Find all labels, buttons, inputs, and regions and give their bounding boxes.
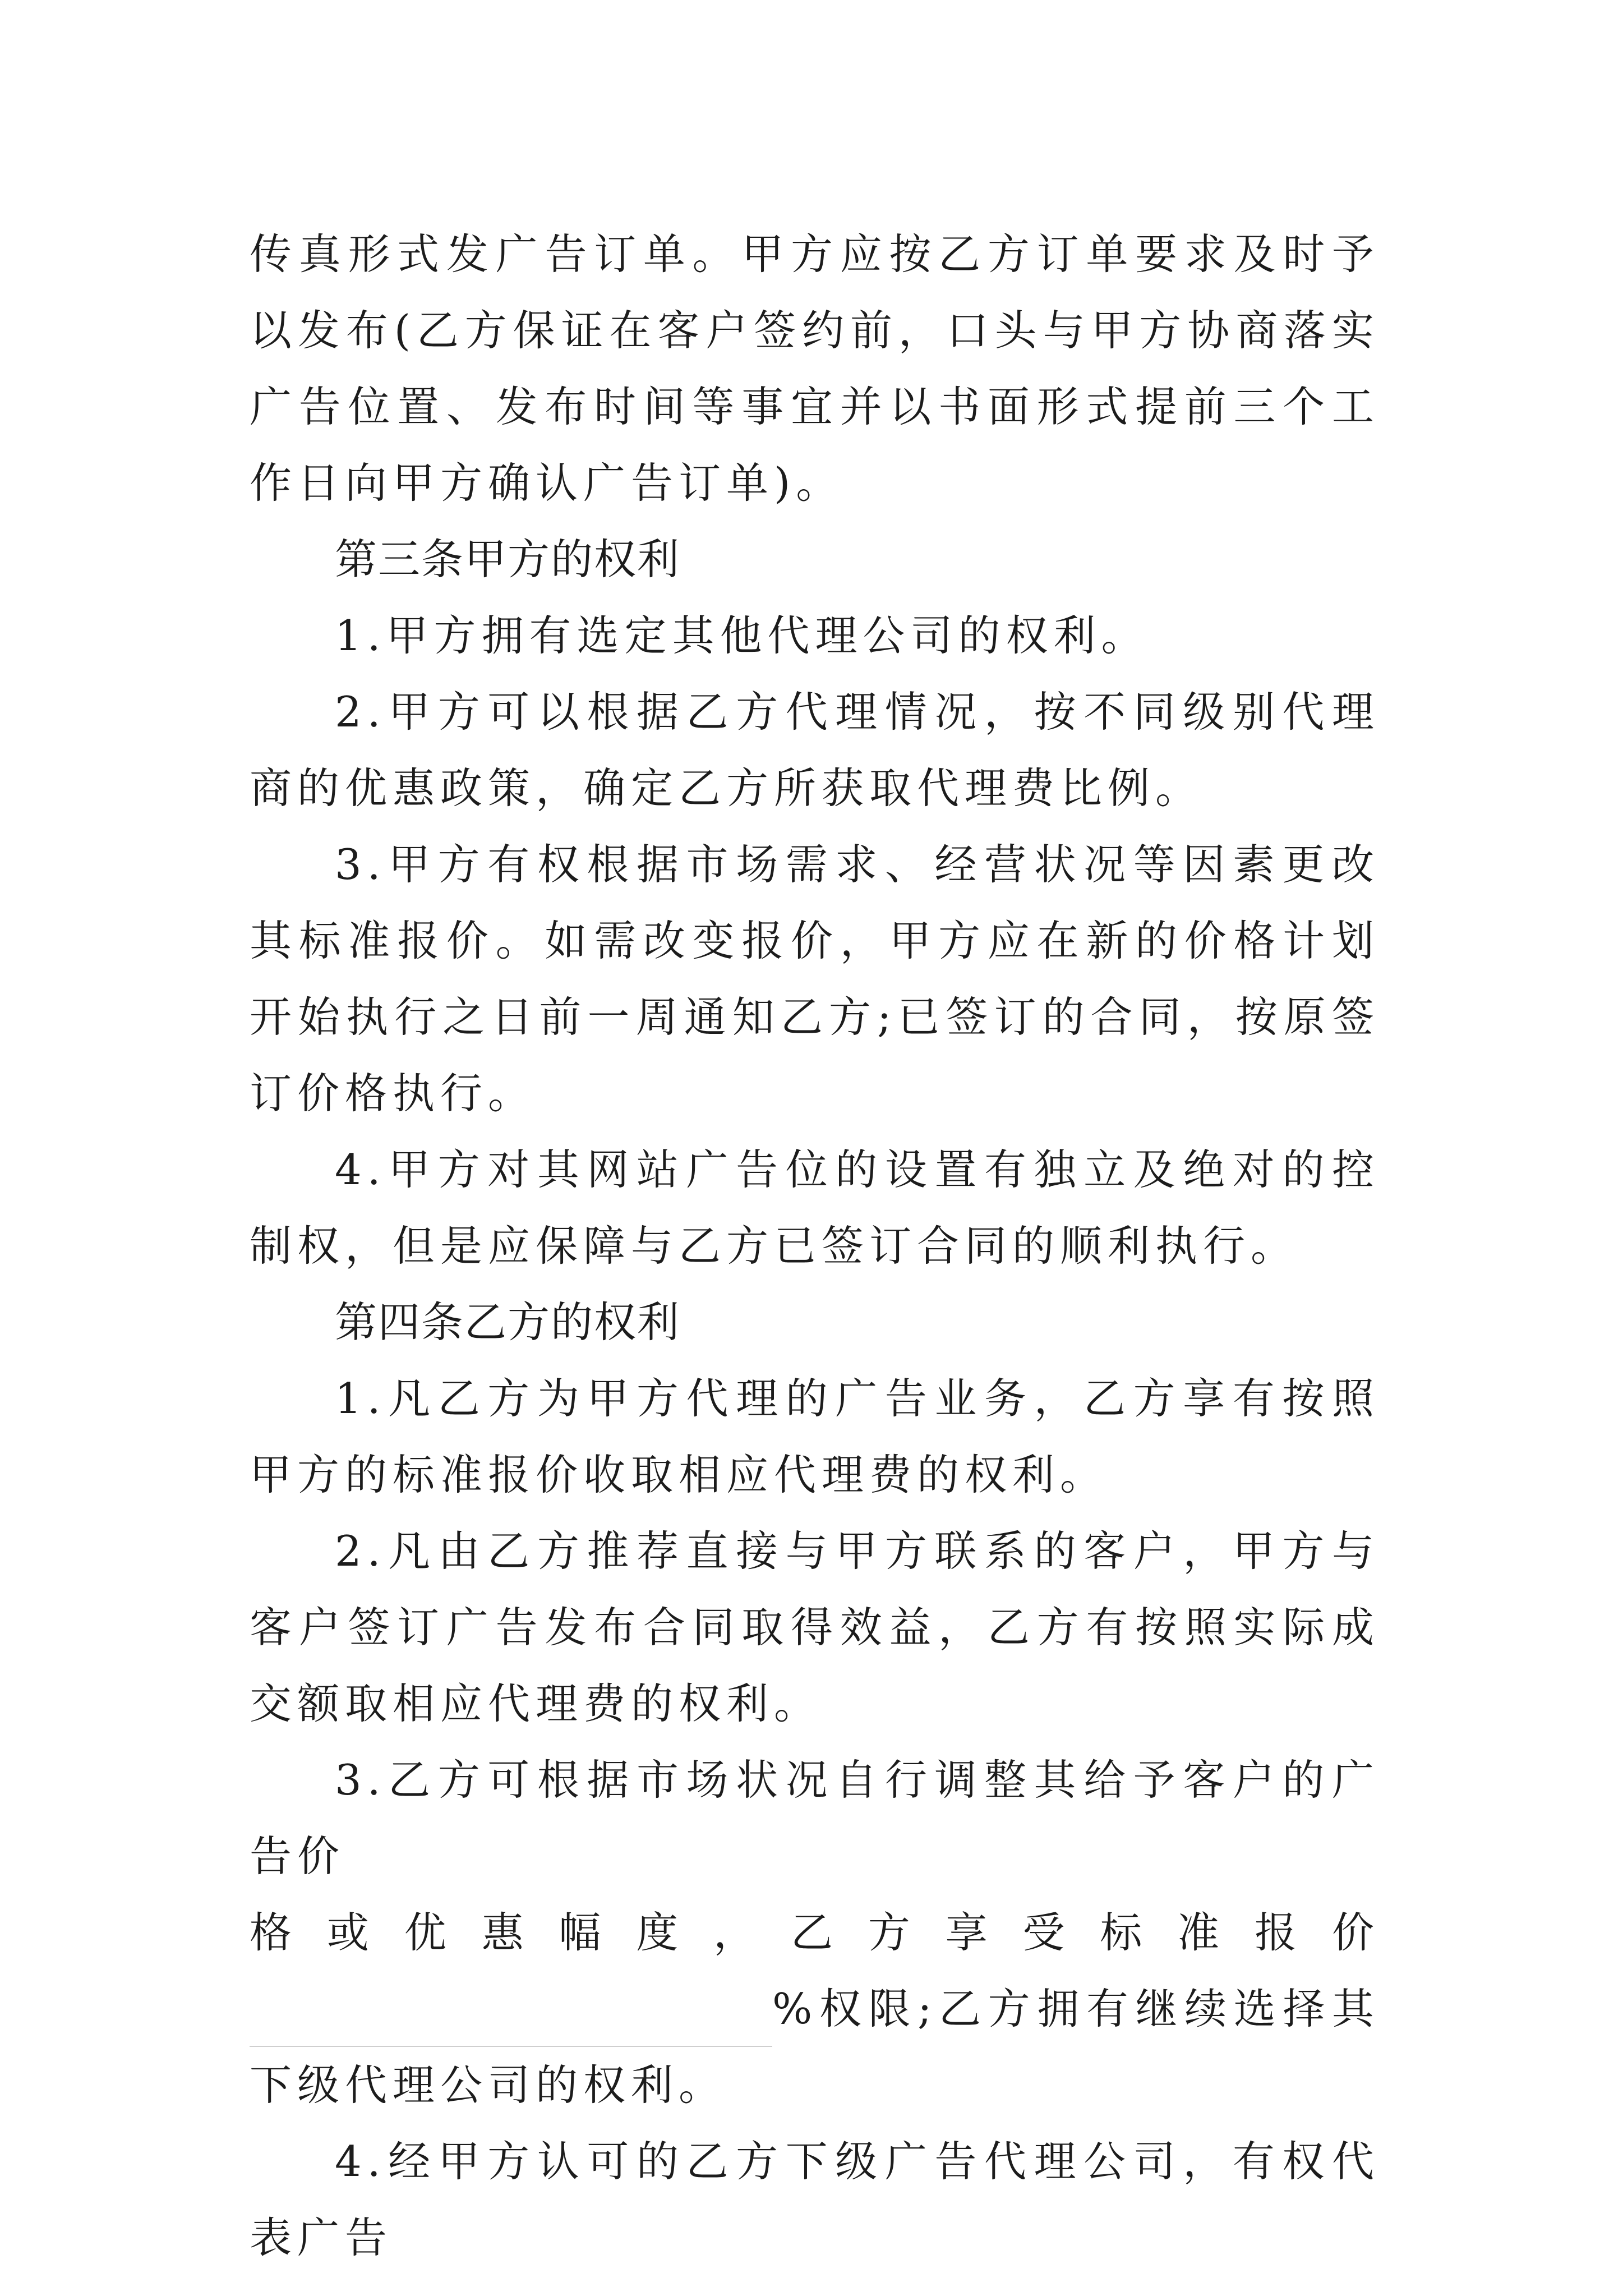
clause-4-3-line-2: 格或优惠幅度，乙方享受标准报价 bbox=[250, 1908, 1380, 1957]
clause-4-4: 4.经甲方认可的乙方下级广告代理公司，有权代表广告 bbox=[250, 2137, 1380, 2262]
fill-in-blank[interactable] bbox=[250, 1985, 772, 2047]
document-page bbox=[250, 216, 1380, 2276]
heading-article-3: 第三条甲方的权利 bbox=[335, 535, 681, 584]
heading-article-4: 第四条乙方的权利 bbox=[335, 1297, 681, 1347]
clause-3-3: 3.甲方有权根据市场需求、经营状况等因素更改其标准报价。如需改变报价，甲方应在新的价格计划开始执行之日前一周通知乙方;已签订的合同，按原签订价格执行。 bbox=[250, 840, 1380, 1118]
clause-3-1: 1.甲方拥有选定其他代理公司的权利。 bbox=[335, 611, 1149, 660]
clause-3-2: 2.甲方可以根据乙方代理情况，按不同级别代理商的优惠政策，确定乙方所获取代理费比例。 bbox=[250, 687, 1380, 813]
clause-4-1: 1.凡乙方为甲方代理的广告业务，乙方享有按照甲方的标准报价收取相应代理费的权利。 bbox=[250, 1374, 1380, 1499]
clause-3-4: 4.甲方对其网站广告位的设置有独立及绝对的控制权，但是应保障与乙方已签订合同的顺利执行。 bbox=[250, 1145, 1380, 1271]
clause-4-2: 2.凡由乙方推荐直接与甲方联系的客户，甲方与客户签订广告发布合同取得效益，乙方有按照实际成交额取相应代理费的权利。 bbox=[250, 1526, 1380, 1728]
clause-4-3 bbox=[250, 1742, 1380, 2123]
paragraph-order-fax: 传真形式发广告订单。甲方应按乙方订单要求及时予以发布(乙方保证在客户签约前，口头与甲方协商落实广告位置、发布时间等事宜并以书面形式提前三个工作日向甲方确认广告订单)。 bbox=[250, 229, 1380, 508]
clause-4-3-line-1: 3.乙方可根据市场状况自行调整其给予客户的广告价 bbox=[250, 1755, 1380, 1881]
clause-4-3-rest: %权限;乙方拥有继续选择其下级代理公司的权利。 bbox=[250, 1984, 1380, 2110]
clause-4-3-line-3 bbox=[250, 1971, 1380, 2123]
